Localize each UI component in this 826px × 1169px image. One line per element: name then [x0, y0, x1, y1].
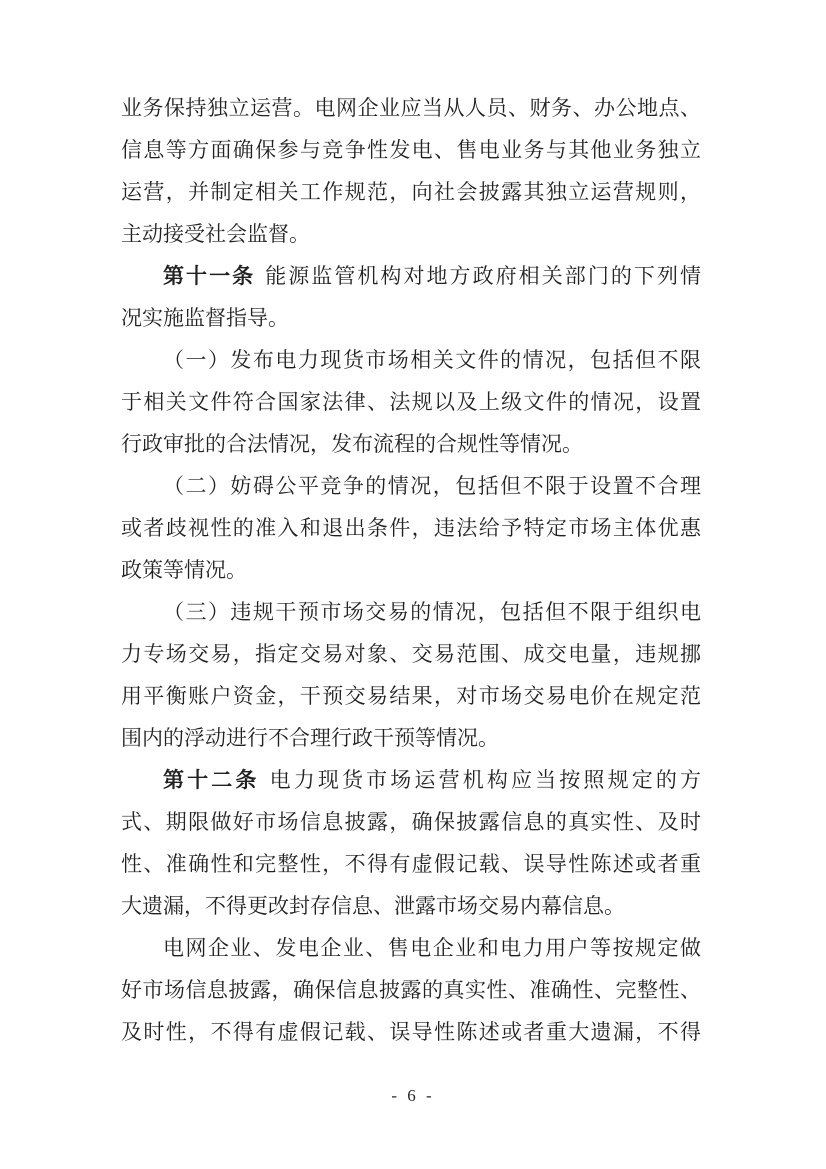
- text-line: （二）妨碍公平竞争的情况，包括但不限于设置不合理: [163, 474, 701, 498]
- text-line: 大遗漏，不得更改封存信息、泄露市场交易内幕信息。: [121, 894, 625, 918]
- paragraph-disclosure: [121, 927, 701, 1053]
- text-line: 况实施监督指导。: [121, 306, 289, 330]
- text-line: 主动接受社会监督。: [121, 222, 310, 246]
- text-line: 运营，并制定相关工作规范，向社会披露其独立运营规则，: [121, 180, 701, 204]
- paragraph-article-11: [121, 255, 701, 339]
- text-line: 于相关文件符合国家法律、法规以及上级文件的情况，设置: [121, 390, 701, 414]
- paragraph-article-12: [121, 759, 701, 927]
- article-number: 第十一条: [163, 264, 256, 288]
- paragraph-continuation: [121, 87, 701, 255]
- text-line: 信息等方面确保参与竞争性发电、售电业务与其他业务独立: [121, 138, 701, 162]
- text-line: 行政审批的合法情况，发布流程的合规性等情况。: [121, 432, 583, 456]
- text-line: 业务保持独立运营。电网企业应当从人员、财务、办公地点、: [121, 96, 701, 120]
- text-line: 好市场信息披露，确保信息披露的真实性、准确性、完整性、: [121, 978, 701, 1002]
- text-line: 用平衡账户资金，干预交易结果，对市场交易电价在规定范: [121, 684, 701, 708]
- text-line: 第十一条 能源监管机构对地方政府相关部门的下列情: [163, 264, 701, 288]
- article-number: 第十二条: [163, 768, 260, 792]
- text-line: 围内的浮动进行不合理行政干预等情况。: [121, 726, 499, 750]
- text-line: 及时性，不得有虚假记载、误导性陈述或者重大遗漏，不得: [121, 1020, 701, 1044]
- text-line: 性、准确性和完整性，不得有虚假记载、误导性陈述或者重: [121, 852, 701, 876]
- paragraph-clause-3: [121, 591, 701, 759]
- page-number: - 6 -: [391, 1086, 435, 1105]
- paragraph-clause-1: [121, 339, 701, 465]
- text-line: 第十二条 电力现货市场运营机构应当按照规定的方: [163, 768, 701, 792]
- text-line: 政策等情况。: [121, 558, 247, 582]
- paragraph-clause-2: [121, 465, 701, 591]
- text-line: 或者歧视性的准入和退出条件，违法给予特定市场主体优惠: [121, 516, 701, 540]
- document-body: [121, 87, 701, 1053]
- text-line: （三）违规干预市场交易的情况，包括但不限于组织电: [163, 600, 701, 624]
- text-line: 力专场交易，指定交易对象、交易范围、成交电量，违规挪: [121, 642, 701, 666]
- text-line: 式、期限做好市场信息披露，确保披露信息的真实性、及时: [121, 810, 701, 834]
- text-line: （一）发布电力现货市场相关文件的情况，包括但不限: [163, 348, 701, 372]
- text-line: 电网企业、发电企业、售电企业和电力用户等按规定做: [163, 936, 701, 960]
